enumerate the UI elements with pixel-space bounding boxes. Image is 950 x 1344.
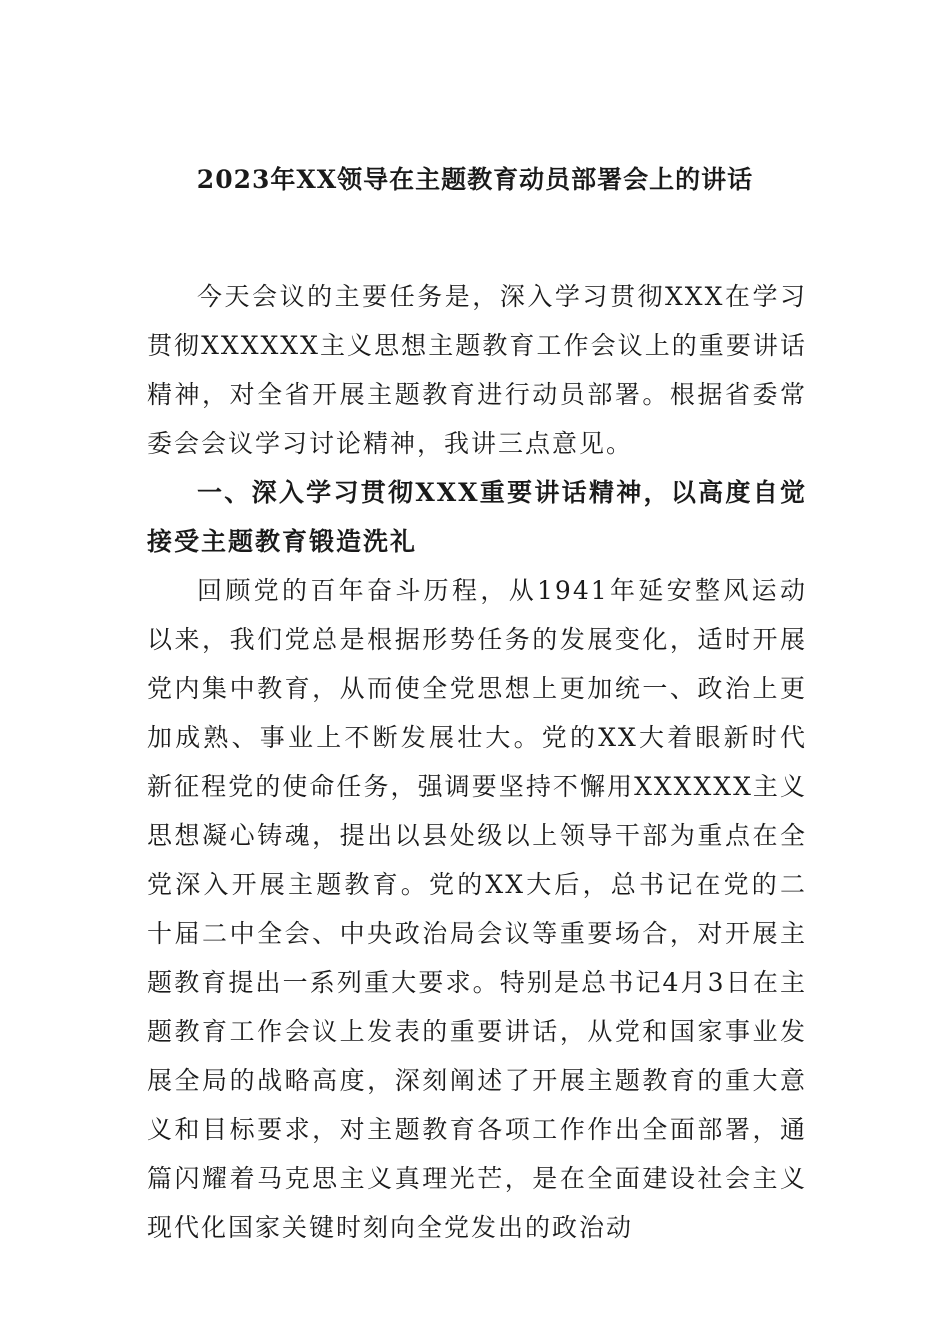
section-1-paragraph: 回顾党的百年奋斗历程，从1941年延安整风运动以来，我们党总是根据形势任务的发展变化，适时开展党内集中教育，从而使全党思想上更加统一、政治上更加成熟、事业上不断发展壮大。党的XX大着眼新时代新征程党的使命任务，强调要坚持不懈用XXXXXX主义思想凝心铸魂，提出以县处级以上领导干部为重点在全党深入开展主题教育。党的XX大后，总书记在党的二十届二中全会、中央政治局会议等重要场合，对开展主题教育提出一系列重大要求。特别是总书记4月3日在主题教育工作会议上发表的重要讲话，从党和国家事业发展全局的战略高度，深刻阐述了开展主题教育的重大意义和目标要求，对主题教育各项工作作出全面部署，通篇闪耀着马克思主义真理光芒，是在全面建设社会主义现代化国家关键时刻向全党发出的政治动 <box>147 576 807 1242</box>
intro-paragraph: 今天会议的主要任务是，深入学习贯彻XXX在学习贯彻XXXXXX主义思想主题教育工作会议上的重要讲话精神，对全省开展主题教育进行动员部署。根据省委常委会会议学习讨论精神，我讲三点意见。 <box>147 282 807 458</box>
document-title: 2023年XX领导在主题教育动员部署会上的讲话 <box>196 165 754 194</box>
document-body <box>147 272 807 1252</box>
section-heading-1: 一、深入学习贯彻XXX重要讲话精神，以高度自觉接受主题教育锻造洗礼 <box>147 478 807 556</box>
